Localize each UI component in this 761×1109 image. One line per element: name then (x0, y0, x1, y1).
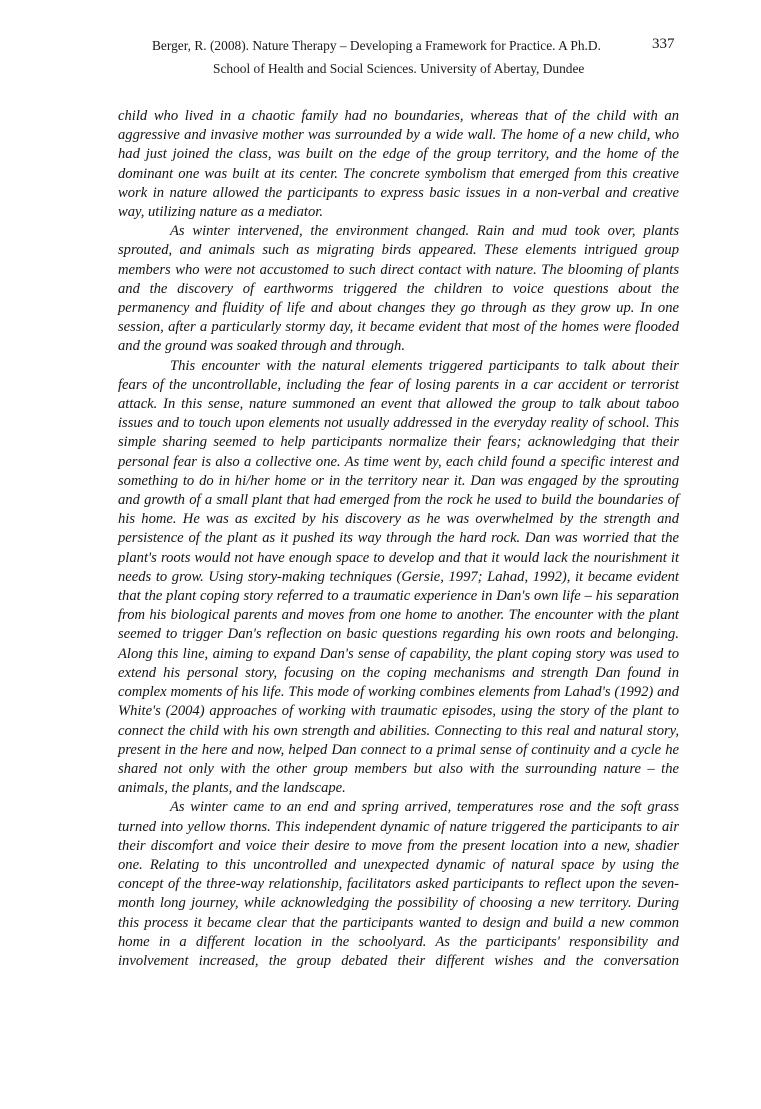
page-number: 337 (652, 36, 675, 52)
paragraph-4: As winter came to an end and spring arrived, temperatures rose and the soft grass turned into yellow thorns. This independent dynamic of nature triggered the participants to air their discomfort and voice their desire to move from the present location into a new, shadier one. Relating to this uncontrolled and unexpected dynamic of natural space by using the concept of the three-way relationship, facilitators asked participants to reflect upon the seven- month long journey, while acknowledging the possibility of choosing a new territory. During this process it became clear that the participants wanted to design and build a new common home in a different location in the schoolyard. As the participants' responsibility and involvement increased, the group debated their different wishes and the conversation (118, 799, 679, 969)
paragraph-2: As winter intervened, the environment changed. Rain and mud took over, plants sprouted, and animals such as migrating birds appeared. These elements intrigued group members who were not accustomed to such direct contact with nature. The blooming of plants and the discovery of earthworms triggered the children to voice questions about the permanency and fluidity of life and about changes they go through as they grow up. In one session, after a particularly stormy day, it became evident that most of the homes were flooded and the ground was soaked through and through. (118, 223, 679, 355)
paragraph-1: child who lived in a chaotic family had no boundaries, whereas that of the child with an aggressive and invasive mother was surrounded by a wide wall. The home of a new child, who had just joined the class, was built on the edge of the group territory, and the home of the dominant one was built at its center. The concrete symbolism that emerged from this creative work in nature allowed the participants to express basic issues in a non-verbal and creative way, utilizing nature as a mediator. (118, 108, 679, 221)
paragraph-3: This encounter with the natural elements triggered participants to talk about their fears of the uncontrollable, including the fear of losing parents in a car accident or terrorist attack. In this sense, nature summoned an event that allowed the group to talk about taboo issues and to touch upon elements not usually addressed in the everyday reality of school. This simple sharing seemed to help participants normalize their fears; acknowledging that their personal fear is also a collective one. As time went by, each child found a specific interest and something to do in hi/her home or in the territory near it. Dan was engaged by the sprouting and growth of a small plant that had emerged from the rock he used to build the boundaries of his home. He was as excited by his discovery as he was overwhelmed by the strength and persistence of the plant as it pushed its way through the hard rock. Dan was worried that the plant's roots would not have enough space to develop and that it would lack the nourishment it needs to grow. Using story-making techniques (Gersie, 1997; Lahad, 1992), it became evident that the plant coping story referred to a traumatic experience in Dan's own life – his separation from his biological parents and moves from one home to another. The encounter with the plant seemed to trigger Dan's reflection on basic questions regarding his own roots and belonging. Along this line, aiming to expand Dan's sense of capability, the plant coping story was used to extend his personal story, focusing on the coping mechanisms and strength Dan found in complex moments of his life. This mode of working combines elements from Lahad's (1992) and White's (2004) approaches of working with traumatic episodes, using the story of the plant to connect the child with his own strength and abilities. Connecting to this real and natural story, present in the here and now, helped Dan connect to a primal sense of continuity and a cycle he shared not only with the other group members but also with the surrounding nature – the animals, the plants, and the landscape. (118, 357, 679, 797)
citation-line-2: School of Health and Social Sciences. University of Abertay, Dundee (213, 61, 585, 76)
citation-line-1: Berger, R. (2008). Nature Therapy – Developing a Framework for Practice. A Ph.D. (152, 38, 601, 53)
body-text (118, 107, 679, 971)
